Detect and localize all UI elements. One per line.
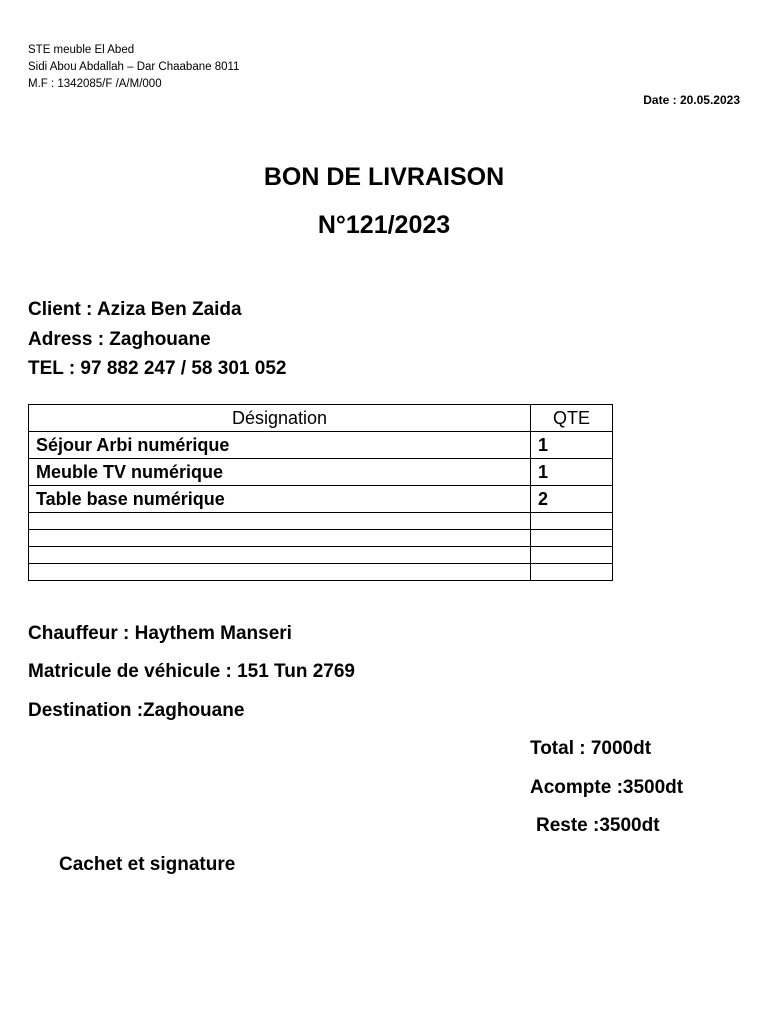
row-qty [531,564,613,581]
company-block [28,42,239,93]
row-qty [531,530,613,547]
row-designation [29,564,531,581]
destination-line: Destination :Zaghouane [28,700,245,721]
row-qty [531,513,613,530]
row-designation: Meuble TV numérique [29,459,531,486]
company-address: Sidi Abou Abdallah – Dar Chaabane 8011 [28,61,240,73]
row-designation [29,513,531,530]
document-date: Date : 20.05.2023 [643,93,740,107]
row-qty: 2 [531,486,613,513]
client-block [28,295,286,384]
row-qty [531,547,613,564]
header-qty: QTE [531,405,613,432]
header-designation: Désignation [29,405,531,432]
row-designation: Séjour Arbi numérique [29,432,531,459]
client-address: Adress : Zaghouane [28,328,211,350]
table-row [29,486,613,513]
row-qty: 1 [531,459,613,486]
table-row [29,564,613,581]
table-row [29,530,613,547]
table-row [29,432,613,459]
row-designation: Table base numérique [29,486,531,513]
total-line: Total : 7000dt [530,738,652,759]
company-tax-id: M.F : 1342085/F /A/M/000 [28,78,162,90]
stamp-signature-label: Cachet et signature [59,854,236,875]
table-row [29,547,613,564]
document-number: N°121/2023 [317,211,451,239]
row-qty: 1 [531,432,613,459]
items-table [28,404,613,581]
table-row [29,459,613,486]
table-row [29,513,613,530]
company-name: STE meuble El Abed [28,44,135,56]
client-phone: TEL : 97 882 247 / 58 301 052 [28,358,287,379]
remaining-line: Reste :3500dt [536,815,660,836]
table-header-row [29,405,613,432]
vehicle-line: Matricule de véhicule : 151 Tun 2769 [28,661,355,682]
row-designation [29,547,531,564]
document-title: BON DE LIVRAISON [263,163,505,191]
client-name: Client : Aziza Ben Zaida [28,299,242,320]
driver-line: Chauffeur : Haythem Manseri [28,623,292,644]
row-designation [29,530,531,547]
deposit-line: Acompte :3500dt [530,777,684,798]
